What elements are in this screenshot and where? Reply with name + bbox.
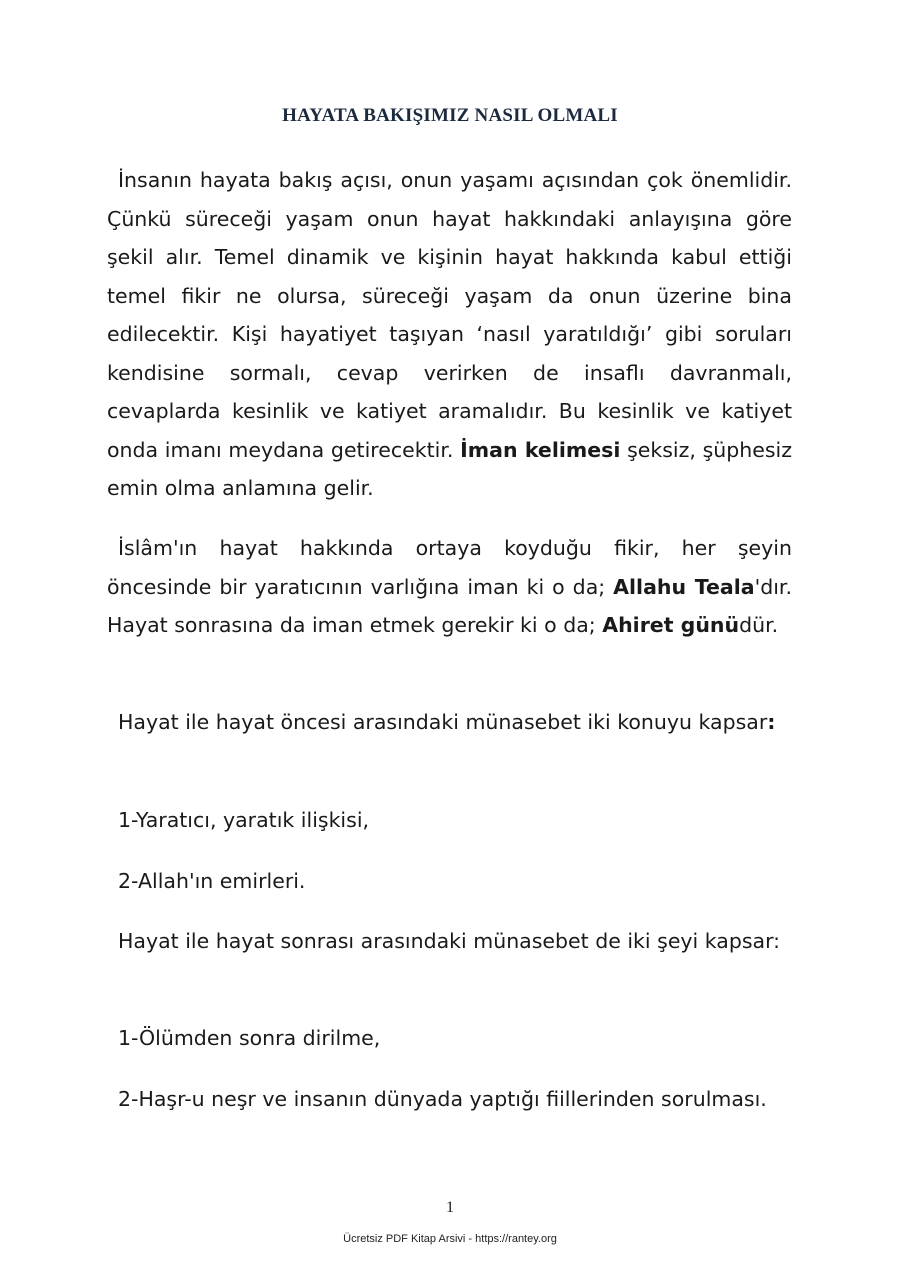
paragraph-1 bbox=[107, 161, 792, 508]
list-item-2 bbox=[107, 862, 792, 901]
list-item-4-text: 2-Haşr-u neşr ve insanın dünyada yaptığı fiillerinden sorulması. bbox=[118, 1087, 767, 1111]
paragraph-3 bbox=[107, 703, 792, 742]
paragraph-2-text-end: dür. bbox=[739, 613, 779, 637]
paragraph-1-bold: İman kelimesi bbox=[460, 437, 621, 462]
paragraph-1-text-end: şeksiz, şüphesiz emin olma anlamına gelir. bbox=[107, 437, 793, 500]
paragraph-1-text: İnsanın hayata bakış açısı, onun yaşamı açısından çok önemlidir. Çünkü süreceği yaşam onun hayat hakkındaki anlayışına göre şekil alır. Temel dinamik ve kişinin hayat hakkında kabul ettiği temel fikir ne olursa, süreceği yaşam da onun üzerine bina edilecektir. Kişi hayatiyet taşıyan ‘nasıl yaratıldığı’ gibi soruları kendisine sormalı, cevap verirken de insaflı davranmalı, cevaplarda kesinlik ve katiyet aramalıdır. Bu kesinlik ve katiyet onda imanı meydana getirecektir. bbox=[107, 168, 792, 462]
paragraph-2-bold-allahu-teala: Allahu Teala bbox=[613, 574, 755, 599]
footer-text: Ücretsiz PDF Kitap Arsivi - https://rantey.org bbox=[343, 1233, 557, 1245]
list-item-1-text: 1-Yaratıcı, yaratık ilişkisi, bbox=[118, 808, 370, 832]
list-item-3-text: 1-Ölümden sonra dirilme, bbox=[118, 1026, 381, 1050]
paragraph-3-colon: : bbox=[767, 710, 776, 734]
paragraph-4 bbox=[107, 922, 792, 961]
list-item-1 bbox=[107, 801, 792, 840]
paragraph-4-text: Hayat ile hayat sonrası arasındaki münasebet de iki şeyi kapsar: bbox=[118, 929, 781, 953]
paragraph-2-bold-ahiret-gunu: Ahiret günü bbox=[602, 613, 740, 637]
paragraph-3-text: Hayat ile hayat öncesi arasındaki münasebet iki konuyu kapsar bbox=[118, 710, 768, 734]
list-item-2-text: 2-Allah'ın emirleri. bbox=[118, 869, 306, 893]
list-item-4 bbox=[107, 1080, 792, 1119]
page-number: 1 bbox=[446, 1199, 454, 1216]
list-item-3 bbox=[107, 1019, 792, 1058]
paragraph-2-text: İslâm'ın hayat hakkında ortaya koyduğu fikir, her şeyin öncesinde bir yaratıcının varlığına iman ki o da; bbox=[107, 536, 792, 599]
page-title: HAYATA BAKIŞIMIZ NASIL OLMALI bbox=[282, 105, 618, 126]
paragraph-2-text-mid: 'dır. Hayat sonrasına da iman etmek gerekir ki o da; bbox=[107, 574, 792, 637]
paragraph-2 bbox=[107, 529, 792, 645]
